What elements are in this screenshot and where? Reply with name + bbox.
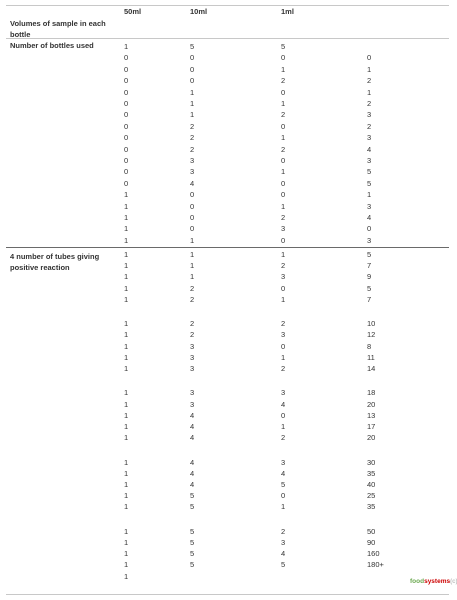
cell-1ml: 1	[281, 201, 286, 211]
cell-1ml: 2	[281, 261, 286, 271]
logo-mark: (c)	[450, 579, 457, 585]
cell-1ml: 0	[281, 178, 286, 188]
cell-10ml: 3	[190, 399, 195, 409]
cell-50ml: 0	[124, 133, 129, 143]
cell-50ml: 1	[124, 457, 129, 467]
cell-mpn: 1	[367, 64, 372, 74]
top-rule	[6, 5, 449, 6]
foodsystems-logo	[410, 578, 457, 585]
cell-1ml: 3	[281, 224, 286, 234]
cell-1ml: 0	[281, 341, 286, 351]
cell-mpn: 25	[367, 491, 376, 501]
cell-mpn: 5	[367, 167, 372, 177]
cell-10ml: 3	[190, 167, 195, 177]
cell-mpn: 0	[367, 224, 372, 234]
cell-10ml: 2	[190, 294, 195, 304]
cell-mpn: 4	[367, 144, 372, 154]
cell-mpn: 7	[367, 294, 372, 304]
cell-1ml: 5	[281, 480, 286, 489]
cell-10ml: 1	[190, 250, 195, 259]
cell-1ml: 2	[281, 319, 286, 329]
cell-10ml: 0	[190, 190, 195, 200]
cell-1ml: 3	[281, 388, 286, 398]
cell-10ml: 2	[190, 121, 195, 131]
cell-10ml: 0	[190, 53, 195, 63]
cell-1ml: 4	[281, 468, 286, 478]
cell-1ml: 1	[281, 99, 286, 108]
cell-mpn: 2	[367, 76, 372, 86]
cell-10ml: 4	[190, 178, 195, 188]
cell-1ml: 4	[281, 549, 286, 559]
cell-mpn: 12	[367, 330, 376, 340]
cell-50ml: 1	[124, 213, 129, 222]
cell-mpn: 17	[367, 422, 376, 431]
cell-10ml: 3	[190, 388, 195, 398]
cell-1ml: 4	[281, 399, 286, 409]
cell-50ml: 1	[124, 319, 129, 329]
cell-50ml: 1	[124, 190, 129, 200]
cell-10ml: 1	[190, 110, 195, 120]
cell-10ml: 1	[190, 235, 195, 245]
cell-10ml: 1	[190, 272, 195, 282]
cell-1ml: 5	[281, 42, 286, 51]
cell-mpn: 0	[367, 53, 372, 63]
cell-mpn: 5	[367, 250, 372, 259]
cell-10ml: 4	[190, 410, 195, 420]
cell-mpn: 40	[367, 480, 376, 489]
cell-50ml: 0	[124, 99, 129, 108]
label-positive-tubes: 4 number of tubes giving positive reaction	[10, 252, 100, 272]
cell-50ml: 0	[124, 144, 129, 154]
cell-mpn: 4	[367, 213, 372, 222]
cell-1ml: 5	[281, 560, 286, 570]
cell-50ml: 1	[124, 364, 129, 373]
cell-50ml: 0	[124, 110, 129, 120]
label-volumes: Volumes of sample in each bottle	[10, 19, 106, 39]
cell-50ml: 0	[124, 76, 129, 86]
cell-50ml: 1	[124, 526, 129, 536]
cell-mpn: 8	[367, 341, 372, 351]
cell-1ml: 2	[281, 76, 286, 86]
cell-50ml: 0	[124, 178, 129, 188]
cell-mpn: 20	[367, 433, 376, 443]
cell-10ml: 0	[190, 64, 195, 74]
cell-50ml: 0	[124, 156, 129, 165]
cell-50ml: 1	[124, 341, 129, 351]
cell-10ml: 3	[190, 364, 195, 373]
cell-1ml: 1	[281, 133, 286, 143]
cell-mpn: 35	[367, 468, 376, 478]
cell-10ml: 4	[190, 457, 195, 467]
cell-1ml: 1	[281, 64, 286, 74]
cell-1ml: 0	[281, 491, 286, 501]
label-bottles-used: Number of bottles used	[10, 41, 94, 50]
cell-10ml: 1	[190, 87, 195, 97]
cell-50ml: 1	[124, 388, 129, 398]
cell-50ml: 0	[124, 64, 129, 74]
cell-1ml: 0	[281, 283, 286, 293]
cell-50ml: 1	[124, 491, 129, 501]
cell-50ml: 1	[124, 502, 129, 512]
cell-10ml: 5	[190, 502, 195, 512]
cell-50ml: 1	[124, 283, 129, 293]
cell-1ml: 2	[281, 144, 286, 154]
header-1ml: 1ml	[281, 7, 294, 16]
cell-mpn: 7	[367, 261, 372, 271]
cell-10ml: 2	[190, 283, 195, 293]
cell-mpn: 3	[367, 110, 372, 120]
cell-50ml: 1	[124, 42, 129, 51]
cell-10ml: 4	[190, 433, 195, 443]
cell-10ml: 5	[190, 549, 195, 559]
cell-50ml: 1	[124, 422, 129, 431]
cell-1ml: 3	[281, 330, 286, 340]
cell-50ml: 1	[124, 235, 129, 245]
cell-mpn: 13	[367, 410, 376, 420]
cell-mpn: 30	[367, 457, 376, 467]
cell-mpn: 35	[367, 502, 376, 512]
cell-50ml: 1	[124, 538, 129, 547]
cell-10ml: 2	[190, 319, 195, 329]
cell-50ml: 1	[124, 352, 129, 362]
cell-mpn: 1	[367, 87, 372, 97]
cell-1ml: 0	[281, 87, 286, 97]
cell-10ml: 2	[190, 330, 195, 340]
cell-10ml: 2	[190, 133, 195, 143]
cell-10ml: 0	[190, 213, 195, 222]
cell-10ml: 4	[190, 468, 195, 478]
cell-50ml: 1	[124, 560, 129, 570]
cell-mpn: 5	[367, 178, 372, 188]
cell-50ml: 1	[124, 261, 129, 271]
cell-1ml: 3	[281, 457, 286, 467]
cell-50ml: 1	[124, 399, 129, 409]
cell-50ml: 0	[124, 87, 129, 97]
cell-50ml: 1	[124, 410, 129, 420]
cell-1ml: 1	[281, 352, 286, 362]
cell-1ml: 2	[281, 433, 286, 443]
cell-mpn: 10	[367, 319, 376, 329]
cell-1ml: 1	[281, 167, 286, 177]
cell-mpn: 5	[367, 283, 372, 293]
cell-1ml: 0	[281, 121, 286, 131]
cell-10ml: 5	[190, 538, 195, 547]
cell-mpn: 9	[367, 272, 372, 282]
cell-1ml: 3	[281, 272, 286, 282]
logo-text-systems: systems	[424, 578, 451, 585]
cell-50ml: 1	[124, 224, 129, 234]
cell-mpn: 14	[367, 364, 376, 373]
cell-mpn: 11	[367, 352, 375, 362]
cell-10ml: 0	[190, 201, 195, 211]
cell-mpn: 3	[367, 235, 372, 245]
cell-50ml: 1	[124, 468, 129, 478]
cell-mpn: 2	[367, 99, 372, 108]
cell-10ml: 2	[190, 144, 195, 154]
cell-mpn: 160	[367, 549, 380, 559]
cell-1ml: 2	[281, 110, 286, 120]
cell-50ml: 1	[124, 330, 129, 340]
cell-mpn: 18	[367, 388, 376, 398]
cell-10ml: 0	[190, 76, 195, 86]
cell-10ml: 1	[190, 261, 195, 271]
section-divider	[6, 247, 449, 248]
cell-1ml: 1	[281, 422, 286, 431]
cell-1ml: 0	[281, 235, 286, 245]
cell-50ml: 0	[124, 53, 129, 63]
cell-mpn: 3	[367, 156, 372, 165]
cell-10ml: 3	[190, 352, 195, 362]
cell-50ml: 1	[124, 294, 129, 304]
cell-10ml: 3	[190, 341, 195, 351]
cell-1ml: 0	[281, 410, 286, 420]
cell-mpn: 20	[367, 399, 376, 409]
cell-10ml: 5	[190, 560, 195, 570]
cell-mpn: 1	[367, 190, 372, 200]
cell-mpn: 90	[367, 538, 376, 547]
cell-10ml: 3	[190, 156, 195, 165]
cell-50ml: 1	[124, 480, 129, 489]
cell-mpn: 50	[367, 526, 376, 536]
cell-10ml: 4	[190, 480, 195, 489]
cell-10ml: 5	[190, 42, 195, 51]
bottom-rule	[6, 594, 449, 595]
cell-50ml: 1	[124, 549, 129, 559]
cell-10ml: 5	[190, 491, 195, 501]
cell-50ml: 1	[124, 571, 129, 581]
cell-1ml: 2	[281, 364, 286, 373]
cell-1ml: 1	[281, 502, 286, 512]
cell-mpn: 180+	[367, 560, 384, 570]
cell-10ml: 5	[190, 526, 195, 536]
cell-mpn: 3	[367, 201, 372, 211]
cell-1ml: 1	[281, 294, 286, 304]
cell-1ml: 1	[281, 250, 286, 259]
cell-50ml: 1	[124, 250, 129, 259]
cell-50ml: 1	[124, 272, 129, 282]
cell-50ml: 0	[124, 121, 129, 131]
cell-10ml: 0	[190, 224, 195, 234]
cell-10ml: 4	[190, 422, 195, 431]
header-50ml: 50ml	[124, 7, 142, 16]
cell-mpn: 3	[367, 133, 372, 143]
cell-1ml: 3	[281, 538, 286, 547]
header-10ml: 10ml	[190, 7, 208, 16]
cell-1ml: 2	[281, 526, 286, 536]
cell-50ml: 1	[124, 201, 129, 211]
cell-1ml: 2	[281, 213, 286, 222]
logo-text-food: food	[410, 578, 425, 585]
cell-1ml: 0	[281, 156, 286, 165]
cell-mpn: 2	[367, 121, 372, 131]
cell-1ml: 0	[281, 190, 286, 200]
cell-10ml: 1	[190, 99, 195, 108]
header-rule	[6, 38, 449, 39]
cell-50ml: 0	[124, 167, 129, 177]
cell-1ml: 0	[281, 53, 286, 63]
cell-50ml: 1	[124, 433, 129, 443]
